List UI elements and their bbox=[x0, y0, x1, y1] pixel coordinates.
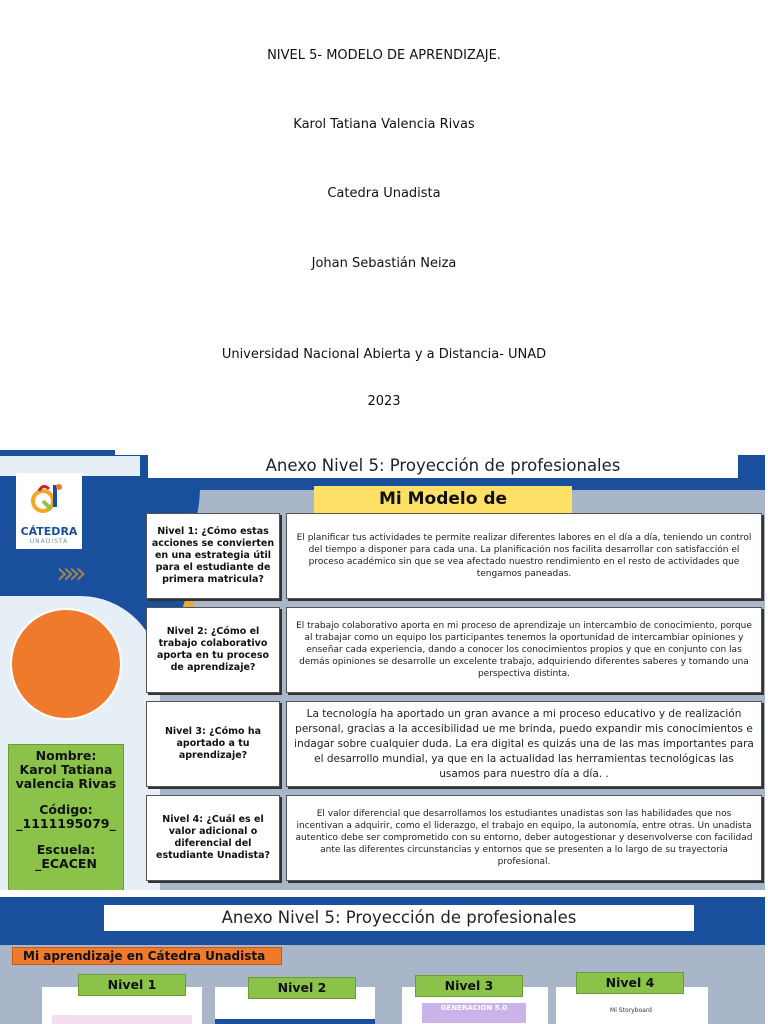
orange-circle bbox=[10, 608, 122, 720]
university-name: Universidad Nacional Abierta y a Distancia- UNAD bbox=[221, 347, 547, 362]
slide-title: Anexo Nivel 5: Proyección de profesionales bbox=[148, 454, 738, 478]
level-thumbnail: Mi Storyboard bbox=[610, 1007, 652, 1014]
slide-learning-path bbox=[0, 897, 765, 1024]
level-question: Nivel 4: ¿Cuál es el valor adicional o diferencial del estudiante Unadista? bbox=[146, 795, 280, 881]
level-answer: El planificar tus actividades te permite realizar diferentes labores en el día a día, teniendo un control del tiempo a disponer para cada una. La planificación nos facilita desarrollar con satisfacción el proceso académico sin que se vea afectado nuestro rendimiento en el resto de actividades que tengamos paneadas. bbox=[286, 513, 762, 599]
level-row bbox=[146, 701, 762, 789]
tutor-name: Johan Sebastián Neiza bbox=[311, 256, 457, 271]
section-label: Mi aprendizaje en Cátedra Unadista bbox=[12, 947, 282, 965]
name-value: Karol Tatiana valencia Rivas bbox=[15, 762, 117, 791]
logo-title: CÁTEDRA bbox=[20, 525, 78, 538]
level-label: Nivel 2 bbox=[248, 977, 356, 999]
school-value: _ECACEN bbox=[35, 856, 97, 871]
student-info-card bbox=[8, 744, 124, 890]
level-answer: El valor diferencial que desarrollamos los estudiantes unadistas son las habilidades que nos incentivan a adquirir, como el liderazgo, el trabajo en equipo, la autonomía, entre otras. Un unadista autentico debe ser comprometido con su entorno, deber autogestionar y desenvolverse con facilidad ante las diferentes circunstancias y entornos que se presenten a lo largo de su trayectoria profesional. bbox=[286, 795, 762, 881]
document-title: NIVEL 5- MODELO DE APRENDIZAJE. bbox=[267, 48, 501, 63]
slide-subtitle: Mi Modelo de bbox=[314, 486, 572, 514]
slide-title: Anexo Nivel 5: Proyección de profesionales bbox=[104, 905, 694, 931]
level-label: Nivel 1 bbox=[78, 974, 186, 996]
logo-mark-icon bbox=[29, 479, 69, 519]
name-label: Nombre: bbox=[35, 748, 97, 763]
code-value: _1111195079_ bbox=[16, 816, 116, 831]
level-label: Nivel 4 bbox=[576, 972, 684, 994]
course-name: Catedra Unadista bbox=[327, 186, 441, 201]
level-row bbox=[146, 795, 762, 883]
level-answer: El trabajo colaborativo aporta en mi proceso de aprendizaje un intercambio de conocimiento, porque al trabajar como un equipo los participantes tenemos la oportunidad de intercambiar opiniones y enseñar cada experiencia, dando a conocer los conocimientos propios y que en conjunto con las demás opiniones se desarrolle un excelente trabajo, adquiriendo diferentes saberes y tomando una perspectiva distinta. bbox=[286, 607, 762, 693]
level-label: Nivel 3 bbox=[415, 975, 523, 997]
level-thumbnail bbox=[52, 1015, 192, 1024]
level-question: Nivel 3: ¿Cómo ha aportado a tu aprendizaje? bbox=[146, 701, 280, 787]
left-panel bbox=[0, 456, 140, 890]
level-thumbnail bbox=[215, 1019, 375, 1024]
catedra-logo bbox=[16, 473, 82, 549]
level-answer: La tecnología ha aportado un gran avance a mi proceso educativo y de realización personal, gracias a la accesibilidad ue me brinda, puedo expandir mis conocimientos e indagar sobre cualquier duda. La era digital es quizás una de las mas importantes para el desarrollo mundial, ya que en la actualidad las herramientas tecnológicas las usamos para nuestro día a día. . bbox=[286, 701, 762, 787]
author-name: Karol Tatiana Valencia Rivas bbox=[293, 117, 475, 132]
logo-subtitle: UNADISTA bbox=[29, 538, 69, 545]
year: 2023 bbox=[367, 394, 401, 409]
chevrons-icon: »» bbox=[56, 556, 81, 591]
level-row bbox=[146, 607, 762, 695]
level-question: Nivel 2: ¿Cómo el trabajo colaborativo aporta en tu proceso de aprendizaje? bbox=[146, 607, 280, 693]
level-question: Nivel 1: ¿Cómo estas acciones se convierten en una estrategia útil para el estudiante de primera matricula? bbox=[146, 513, 280, 599]
slide-learning-model bbox=[0, 450, 765, 890]
school-label: Escuela: bbox=[36, 842, 96, 857]
level-thumbnail: GENERACION 5.0 bbox=[422, 1003, 526, 1023]
cover-page bbox=[0, 0, 768, 440]
level-row bbox=[146, 513, 762, 601]
code-label: Código: bbox=[39, 802, 93, 817]
